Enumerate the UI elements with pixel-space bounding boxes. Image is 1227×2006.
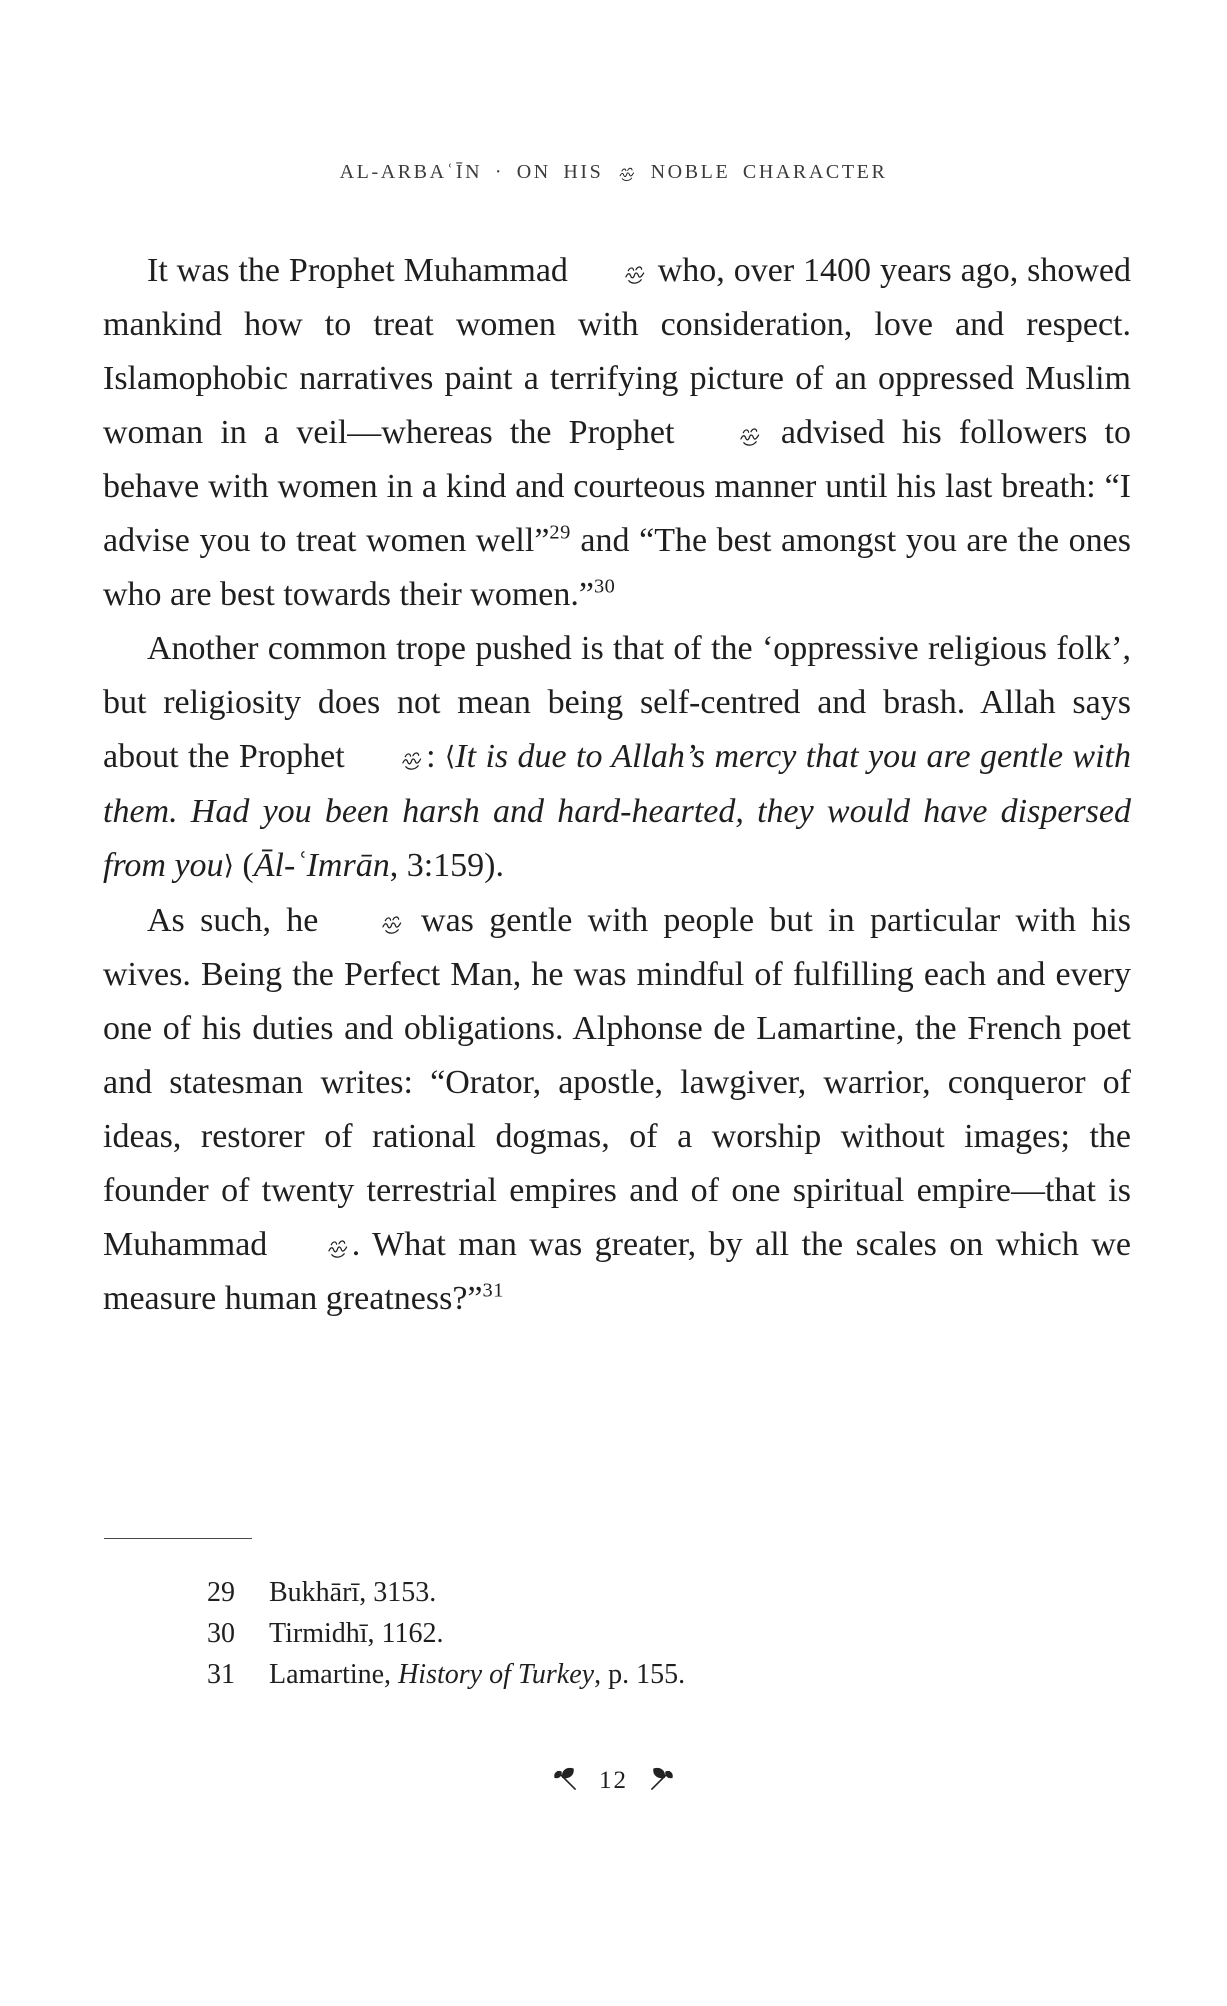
text-segment: Tirmidhī, 1162. — [269, 1618, 444, 1649]
text-segment: NOBLE CHARACTER — [638, 161, 888, 183]
text-segment: It was the Prophet Muhammad — [147, 252, 577, 289]
body-text — [103, 244, 1131, 1326]
verse-ornament: ⟩ — [223, 850, 234, 880]
sallallahu-alayhi-wasallam-icon — [579, 264, 647, 285]
verse-ornament: ⟨ — [444, 741, 456, 771]
footnotes — [103, 1572, 1131, 1695]
text-segment: advised his followers to behave with women in a kind and courteous manner until his last breath: “I advise you to treat women well” — [103, 414, 1132, 559]
text-segment: It is due to Allah’s mercy that you are gentle with them. Had you been harsh and hard-hearted, they would have dispersed from you — [103, 738, 1132, 884]
text-segment: , 3:159). — [389, 847, 504, 884]
sallallahu-alayhi-wasallam-icon — [694, 426, 762, 447]
text-segment: who, over 1400 years ago, showed mankind how to treat women with consideration, love and respect. Islamophobic narratives paint a terrifying picture of an oppressed Muslim woman in a veil—whereas the Prophet — [103, 252, 1132, 451]
leaf-ornament-icon — [650, 1766, 675, 1791]
footnote-separator — [104, 1538, 252, 1539]
page-number: 12 — [599, 1767, 628, 1794]
text-segment: AL-ARBAʿĪN · ON HIS — [339, 161, 617, 183]
paragraph — [103, 244, 1131, 622]
text-segment: History of Turkey — [398, 1659, 595, 1690]
text-segment: ( — [233, 847, 254, 884]
text-segment: Āl-ʿImrān — [253, 847, 390, 884]
footnote-text — [269, 1618, 444, 1649]
footer-right-ornament-slot — [650, 1766, 675, 1796]
sallallahu-alayhi-wasallam-icon — [618, 166, 636, 182]
footnote-number: 29 — [207, 1577, 235, 1608]
sallallahu-alayhi-wasallam-icon — [356, 750, 424, 771]
footnote-number: 31 — [207, 1659, 235, 1690]
text-segment: , p. 155. — [594, 1659, 686, 1690]
text-segment: . What man was greater, by all the scales on which we measure human greatness?” — [103, 1226, 1131, 1317]
footnote-text — [269, 1577, 436, 1608]
footer-left-ornament-slot — [552, 1766, 577, 1796]
footnote-text — [269, 1659, 685, 1690]
text-segment: was gentle with people but in particular with his wives. Being the Perfect Man, he was mindful of fulfilling each and every one of his duties and obligations. Alphonse de Lamartine, the French poet and statesman writes: “Orator, apostle, lawgiver, warrior, conqueror of ideas, restorer of rational dogmas, of a worship without images; the founder of twenty terrestrial empires and of one spiritual empire—that is Muhammad — [103, 902, 1131, 1263]
sallallahu-alayhi-wasallam-icon — [282, 1238, 350, 1259]
footnote — [103, 1613, 1131, 1654]
text-segment: and “The best amongst you are the ones who are best towards their women.” — [103, 522, 1131, 613]
footnote-reference: 29 — [549, 521, 571, 544]
text-segment: Lamartine, — [269, 1659, 399, 1690]
footnote-number: 30 — [207, 1618, 235, 1649]
paragraph — [103, 622, 1131, 894]
leaf-ornament-icon — [552, 1766, 577, 1791]
running-header — [0, 161, 1227, 184]
footnote — [103, 1572, 1131, 1613]
footnote — [103, 1654, 1131, 1695]
sallallahu-alayhi-wasallam-icon — [336, 914, 404, 935]
paragraph — [103, 894, 1131, 1326]
text-segment: : — [426, 738, 445, 775]
footnote-reference: 31 — [482, 1279, 504, 1302]
text-segment: Bukhārī, 3153. — [269, 1577, 437, 1608]
text-segment: Another common trope pushed is that of the ‘oppressive religious folk’, but religiosity does not mean being self-centred and brash. Allah says about the Prophet — [103, 630, 1131, 775]
page-footer — [0, 1766, 1227, 1796]
text-segment: As such, he — [147, 902, 334, 939]
footnote-reference: 30 — [593, 575, 616, 598]
